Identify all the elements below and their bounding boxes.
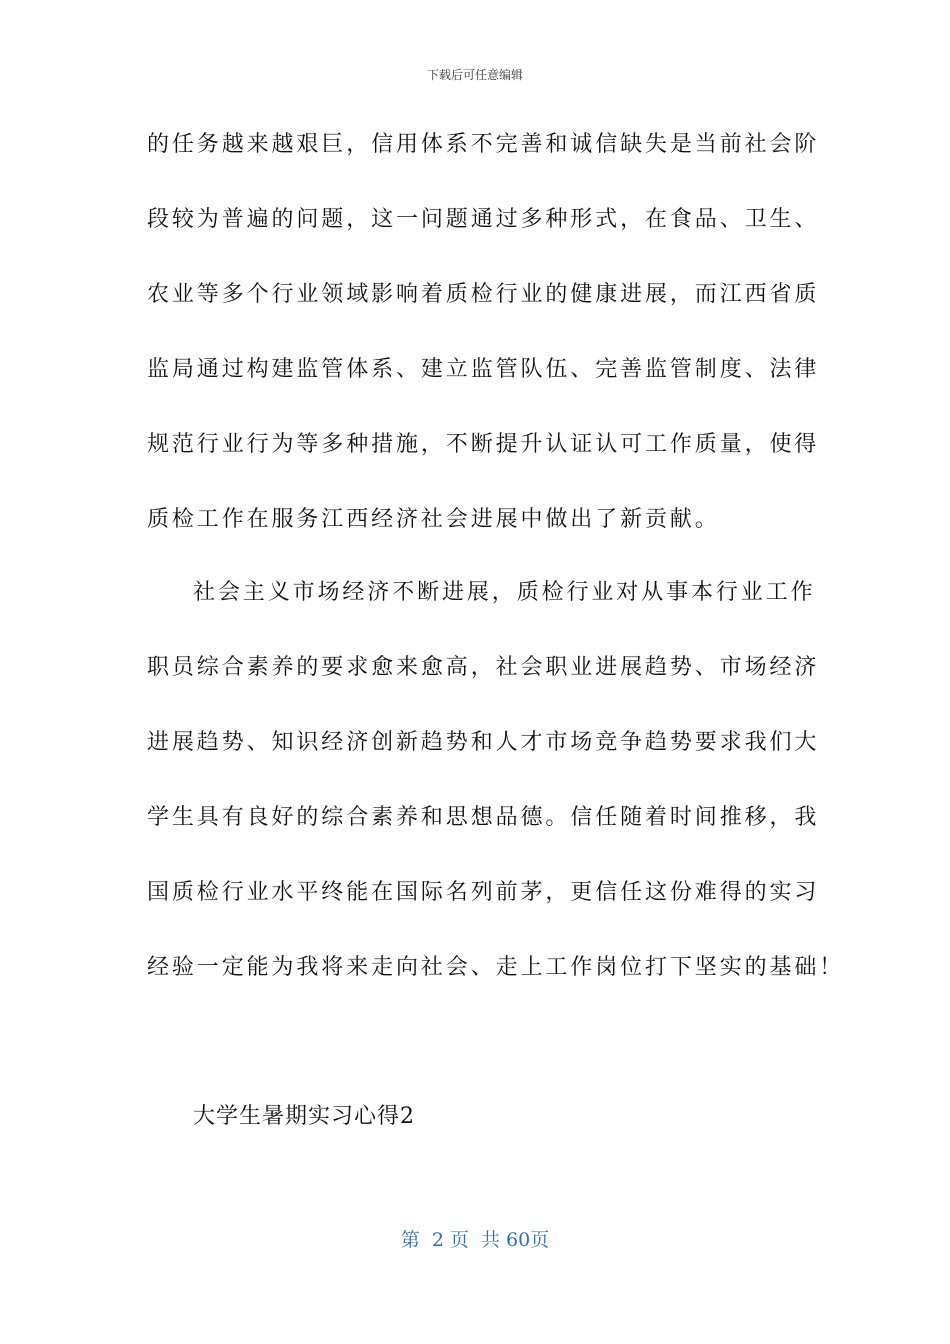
paragraph-line: 社会主义市场经济不断进展，质检行业对从事本行业工作	[193, 580, 816, 605]
page-number: 第 2 页 共 60页	[400, 1229, 550, 1251]
paragraph-line: 经验一定能为我将来走向社会、走上工作岗位打下坚实的基础！	[147, 955, 845, 980]
paragraph-line: 进展趋势、知识经济创新趋势和人才市场竞争趋势要求我们大	[147, 730, 820, 755]
paragraph-line: 农业等多个行业领域影响着质检行业的健康进展，而江西省质	[147, 282, 820, 307]
paragraph-line: 的任务越来越艰巨，信用体系不完善和诚信缺失是当前社会阶	[147, 132, 820, 157]
page-header-note: 下载后可任意编辑	[426, 68, 523, 82]
paragraph-line: 规范行业行为等多种措施，不断提升认证认可工作质量，使得	[147, 432, 820, 457]
section-heading: 大学生暑期实习心得2	[193, 1104, 415, 1129]
paragraph-line: 质检工作在服务江西经济社会进展中做出了新贡献。	[147, 507, 720, 532]
paragraph-line: 国质检行业水平终能在国际名列前茅，更信任这份难得的实习	[147, 880, 820, 905]
paragraph-line: 段较为普遍的问题，这一问题通过多种形式，在食品、卫生、	[147, 207, 820, 232]
paragraph-line: 职员综合素养的要求愈来愈高，社会职业进展趋势、市场经济	[147, 655, 820, 680]
paragraph-line: 学生具有良好的综合素养和思想品德。信任随着时间推移，我	[147, 805, 820, 830]
paragraph-line: 监局通过构建监管体系、建立监管队伍、完善监管制度、法律	[147, 357, 820, 382]
